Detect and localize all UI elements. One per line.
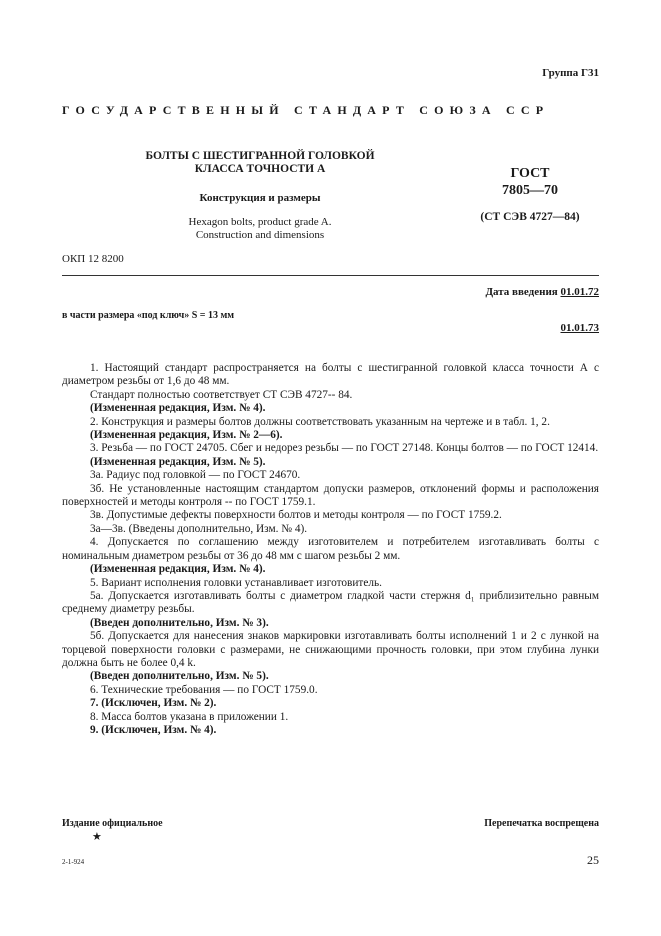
english-title [80,216,440,242]
okp-code: ОКП 12 8200 [62,253,124,265]
clause-6: 6. Технические требования — по ГОСТ 1759.0. [90,683,318,696]
document-title [80,150,440,176]
standard-banner: ГОСУДАРСТВЕННЫЙ СТАНДАРТ СОЮЗА ССР [62,103,550,117]
print-code: 2-1-924 [62,858,85,866]
amendment-note: (Введен дополнительно, Изм. № 5). [90,670,269,683]
document-subtitle: Конструкция и размеры [199,192,321,204]
amendment-note: 3а—3в. (Введены дополнительно, Изм. № 4). [90,522,308,535]
clause-1: 1. Настоящий стандарт распространяется на болты с шестигранной головкой класса точности А с диаметром резьбы от 1,6 до 48 мм. [62,362,599,388]
clause-3b: 3б. Не установленные настоящим стандартом допуски размеров, отклонений формы и расположения поверхностей и методы контроля -- по ГОСТ 1759.1. [62,482,599,509]
english-title-line-1: Hexagon bolts, product grade A. [188,216,332,228]
english-title-line-2: Construction and dimensions [195,229,325,241]
official-edition-label: Издание официальное [62,818,163,829]
group-label: Группа Г31 [542,67,599,79]
clause-7: 7. (Исключен, Изм. № 2). [90,697,217,710]
amendment-note: (Измененная редакция, Изм. № 4). [90,402,266,415]
header-divider [62,275,599,276]
reprint-prohibited-label: Перепечатка воспрещена [484,818,599,829]
clause-3: 3. Резьба — по ГОСТ 24705. Сбег и недорез резьбы — по ГОСТ 27148. Концы болтов — по ГОСТ 12414. [90,442,599,455]
clause-5a: 5а. Допускается изготавливать болты с диаметром гладкой части стержня d₁ приблизительно равным среднему диаметру резьбы. [62,589,599,616]
partial-date-line [561,322,600,334]
clause-9: 9. (Исключен, Изм. № 4). [90,723,217,736]
intro-date-value: 01.01.72 [560,286,599,298]
gost-label: ГОСТ [510,166,550,181]
clause-5: 5. Вариант исполнения головки устанавливает изготовитель. [90,576,382,589]
clause-1-note: Стандарт полностью соответствует СТ СЭВ 4727-- 84. [90,388,353,401]
amendment-note: (Измененная редакция, Изм. № 5). [90,455,266,468]
partial-date-value: 01.01.73 [560,322,599,334]
clause-8: 8. Масса болтов указана в приложении 1. [90,710,289,723]
amendment-note: (Введен дополнительно, Изм. № 3). [90,616,269,629]
clause-3a: 3а. Радиус под головкой — по ГОСТ 24670. [90,469,301,482]
page-number: 25 [587,853,599,867]
title-line-1: БОЛТЫ С ШЕСТИГРАННОЙ ГОЛОВКОЙ [145,150,375,162]
clause-3v: 3в. Допустимые дефекты поверхности болтов и методы контроля — по ГОСТ 1759.2. [90,509,502,522]
amendment-note: (Измененная редакция, Изм. № 4). [90,563,266,576]
partial-scope-label: в части размера «под ключ» S = 13 мм [62,310,235,321]
intro-date-line [485,286,599,298]
gost-designation [470,165,590,199]
intro-date-label: Дата введения [485,286,558,298]
clause-4: 4. Допускается по соглашению между изготовителем и потребителем изготавливать болты с номинальным диаметром резьбы от 36 до 48 мм с шагом резьбы 2 мм. [62,536,599,562]
gost-number: 7805—70 [502,183,558,198]
star-icon: ★ [92,831,102,843]
document-body [62,362,599,737]
clause-5b: 5б. Допускается для нанесения знаков маркировки изготавливать болты исполнений 1 и 2 с лункой на торцевой поверхности головки с размерами, не снижающими прочность головки, при этом глубина лунки должна быть не более 0,4 k. [62,630,599,669]
title-line-2: КЛАССА ТОЧНОСТИ А [194,163,326,175]
clause-2: 2. Конструкция и размеры болтов должны соответствовать указанным на чертеже и в табл. 1, 2. [90,415,550,428]
sev-equivalent: (СТ СЭВ 4727—84) [480,211,580,223]
amendment-note: (Измененная редакция, Изм. № 2—6). [90,429,283,442]
